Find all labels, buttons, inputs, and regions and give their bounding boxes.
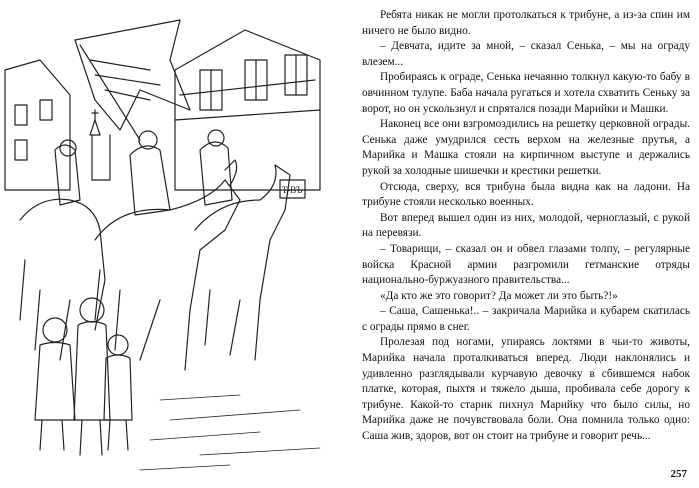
paragraph: Отсюда, сверху, вся трибуна была видна как на ладони. На трибуне стояли несколько военных. xyxy=(362,180,690,209)
sign-text: Т-ВЪ xyxy=(281,185,303,195)
buildings xyxy=(5,30,320,198)
banner-flag xyxy=(75,20,190,140)
paragraph: – Девчата, идите за мной, – сказал Сенька, – мы на ограду влезем... xyxy=(362,40,690,68)
horse-right xyxy=(195,130,290,360)
text-page xyxy=(362,8,690,478)
paragraph: Пролезая под ногами, упираясь локтями в чьи-то животы, Марийка начала проталкиваться вперед. Люди наклонялись и удивленно разглядывали курчавую девочку в сбившемся набок платке, которая, пыхтя и тяжело дыша, пробивала себе дорогу к трибуне. Какой-то старик пихнул Марийку что было силы, но Марийка даже не почувствовала боли. Она помнила только одно: Саша жив, здоров, вот он стоит на трибуне и говорит речь... xyxy=(362,336,690,443)
paragraph: Ребята никак не могли протолкаться к трибуне, а из-за спин им ничего не было видно. xyxy=(362,9,690,37)
paragraph: Пробираясь к ограде, Сенька нечаянно толкнул какую-то бабу в овчинном тулупе. Баба начала ругаться и хотела схватить Сеньку за ворот, но он ускользнул и спрятался позади Марийки и Машки. xyxy=(362,71,690,115)
ground xyxy=(140,395,320,470)
horse-center xyxy=(95,131,240,370)
paragraph: – Товарищи, – сказал он и обвел глазами толпу, – регулярные войска Красной армии разгромили гетманские отряды национально-буржуазного правительства... xyxy=(362,242,690,287)
paragraph: Наконец все они взгромоздились на решетку церковной ограды. Сенька даже умудрился сесть верхом на железные прутья, а Марийка и Машка стояли на кирпичном выступе и держались рукой за холодные шишечки и крестики решетки. xyxy=(362,118,690,177)
shop-sign xyxy=(282,185,303,195)
paragraph: – Саша, Сашенька!.. – закричала Марийка и кубарем скатилась с ограды прямо в снег. xyxy=(362,305,690,333)
page-number: 257 xyxy=(670,468,687,480)
paragraph: Вот вперед вышел один из них, молодой, черноглазый, с рукой на перевязи. xyxy=(362,211,690,240)
paragraph: «Да кто же это говорит? Да может ли это быть?!» xyxy=(380,289,618,302)
